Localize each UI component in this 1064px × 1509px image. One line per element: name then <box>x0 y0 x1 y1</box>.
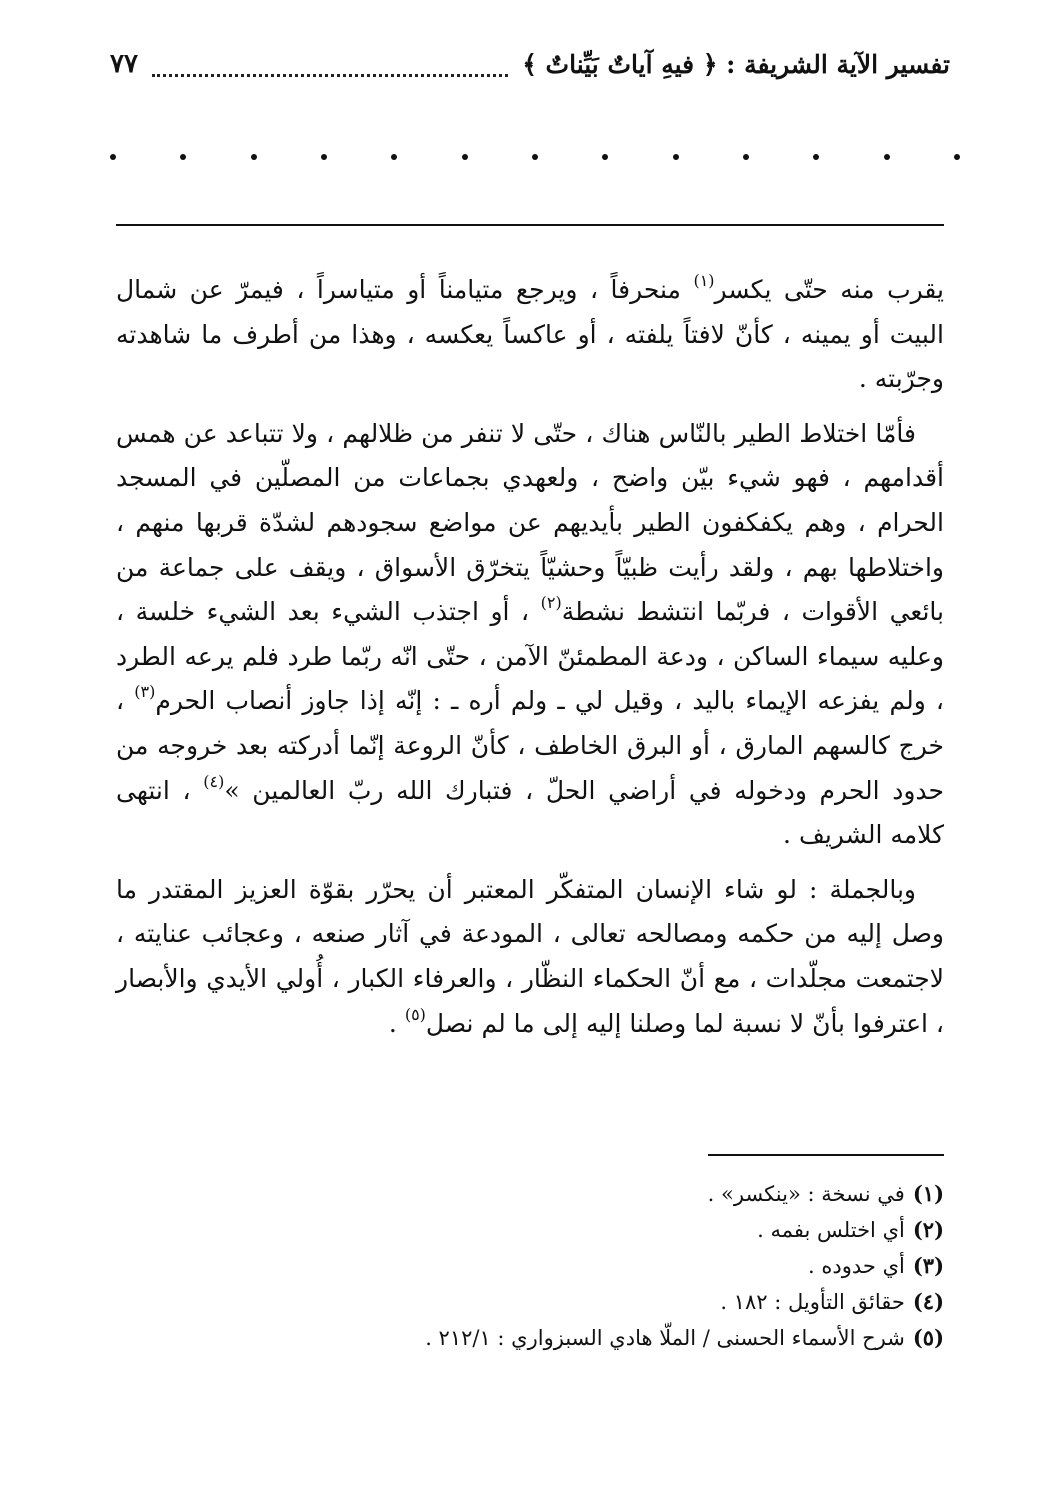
footnote-2 <box>244 1212 944 1248</box>
text-segment: . <box>388 1008 405 1038</box>
text-segment: ، انتهى كلامه الشريف . <box>116 775 944 850</box>
body-text <box>116 268 944 1056</box>
footnote-3 <box>244 1248 944 1284</box>
text-segment: فأمّا اختلاط الطير بالنّاس هناك ، حتّى لا تنفر من ظلالهم ، ولا تتباعد عن همس أقدامهم ، فهو شيء بيّن واضح ، ولعهدي بجماعات من المصلّين في المسجد الحرام ، وهم يكفكفون الطير بأيديهم عن مواضع سجودهم لشدّة قربها منهم ، واختلاطها بهم ، ولقد رأيت ظبيّاً وحشيّاً يتخرّق الأسواق ، ويقف على جماعة من بائعي الأقوات ، فربّما انتشط نشطة <box>116 418 944 627</box>
text-segment: وبالجملة : لو شاء الإنسان المتفكّر المعتبر أن يحرّر بقوّة العزيز المقتدر ما وصل إليه من حكمه ومصالحه تعالى ، المودعة في آثار صنعه ، وعجائب عنايته ، لاجتمعت مجلّدات ، مع أنّ الحكماء النظّار ، والعرفاء الكبار ، أُولي الأيدي والأبصار ، اعترفوا بأنّ لا نسبة لما وصلنا إليه إلى ما لم نصل <box>116 874 944 1038</box>
footnote-ref-1[interactable]: (١) <box>693 271 715 290</box>
footnote-ref-2[interactable]: (٢) <box>540 593 562 613</box>
separator-dot <box>180 154 186 160</box>
text-segment: منحرفاً ، ويرجع متيامناً أو متياسراً ، فيمرّ عن شمال البيت أو يمينه ، كأنّ لافتاً يلفته ، أو عاكساً يعكسه ، وهذا من أطرف ما شاهدته وجرّبته . <box>116 275 944 394</box>
dot-separator <box>110 150 960 164</box>
footnote-ref-5[interactable]: (٥) <box>404 1004 426 1024</box>
footnote-text: في نسخة : «ينكسر» . <box>707 1182 905 1206</box>
running-header <box>110 44 950 84</box>
text-segment: ، أو اجتذب الشيء بعد الشيء خلسة ، وعليه سيماء الساكن ، ودعة المطمئنّ الآمن ، حتّى انّه ربّما طرد فلم يرعه الطرد ، ولم يفزعه الإيماء باليد ، وقيل لي ـ ولم أره ـ : إنّه إذا جاوز أنصاب الحرم <box>116 597 945 716</box>
footnotes-list <box>244 1176 944 1356</box>
footnote-1 <box>244 1176 944 1212</box>
separator-dot <box>884 154 890 160</box>
footnote-number: (١) <box>912 1181 944 1206</box>
separator-dot <box>321 154 327 160</box>
footnote-rule <box>708 1154 944 1156</box>
text-segment: ، خرج كالسهم المارق ، أو البرق الخاطف ، كأنّ الروعة إنّما أدركته بعد خروجه من حدود الحرم ودخوله في أراضي الحلّ ، فتبارك الله ربّ العالمين » <box>116 686 944 805</box>
footnote-number: (٥) <box>912 1325 944 1350</box>
separator-dot <box>673 154 679 160</box>
footnote-text: أي حدوده . <box>808 1254 905 1278</box>
footnote-ref-3[interactable]: (٣) <box>134 682 156 702</box>
separator-dot <box>251 154 257 160</box>
footnote-4 <box>244 1284 944 1320</box>
paragraph-1 <box>116 268 944 402</box>
separator-dot <box>813 154 819 160</box>
footnote-text: شرح الأسماء الحسنى / الملّا هادي السبزواري : ٢١٢/١ . <box>425 1326 905 1350</box>
top-rule <box>116 224 944 226</box>
separator-dot <box>954 154 960 160</box>
separator-dot <box>391 154 397 160</box>
footnote-number: (٤) <box>912 1289 944 1314</box>
separator-dot <box>532 154 538 160</box>
footnote-5 <box>244 1320 944 1356</box>
header-title: تفسير الآية الشريفة : ﴿ فيهِ آياتٌ بَيِّناتٌ ﴾ <box>522 49 950 79</box>
footnote-number: (٢) <box>912 1217 944 1242</box>
footnote-text: أي اختلس بفمه . <box>757 1218 905 1242</box>
page-number: ٧٧ <box>110 49 138 79</box>
separator-dot <box>743 154 749 160</box>
separator-dot <box>110 154 116 160</box>
separator-dot <box>602 154 608 160</box>
text-segment: يقرب منه حتّى يكسر <box>714 275 945 304</box>
paragraph-3 <box>116 868 944 1046</box>
separator-dot <box>462 154 468 160</box>
footnote-text: حقائق التأويل : ١٨٢ . <box>720 1290 905 1314</box>
footnote-number: (٣) <box>912 1253 944 1278</box>
footnote-ref-4[interactable]: (٤) <box>203 771 225 791</box>
paragraph-2 <box>116 412 944 858</box>
header-dot-leader <box>152 60 508 77</box>
